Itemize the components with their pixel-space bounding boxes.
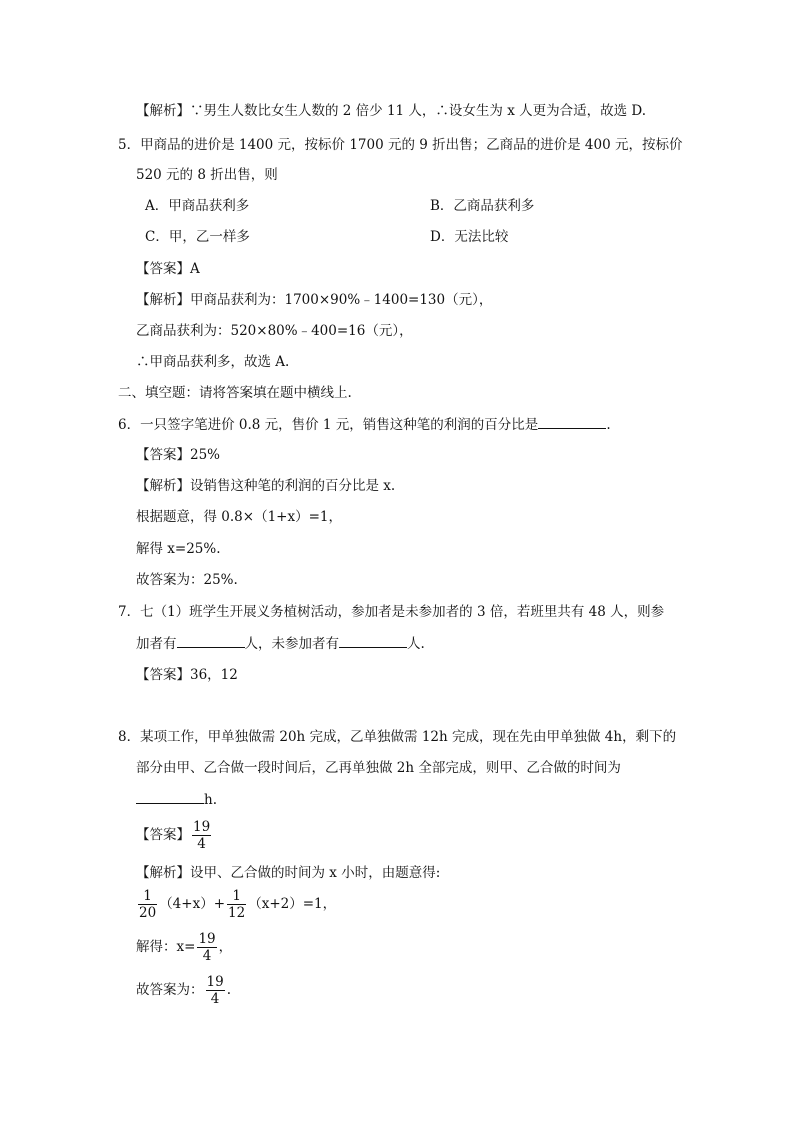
q6-answer: 【答案】25% [136, 447, 221, 463]
q8-solve-line [136, 930, 232, 964]
q7-answer: 【答案】36，12 [136, 667, 238, 683]
final-end: . [226, 982, 231, 998]
equation-end: （x+2）=1， [248, 896, 337, 912]
q4-analysis: 【解析】∵男生人数比女生人数的 2 倍少 11 人，∴设女生为 x 人更为合适，故选 D. [136, 103, 647, 119]
fraction-denominator: 4 [197, 836, 206, 852]
q8-stem-end: h. [204, 792, 217, 808]
q5-stem-line1: 5．甲商品的进价是 1400 元，按标价 1700 元的 9 折出售；乙商品的进价是 400 元，按标价 [118, 137, 683, 153]
q5-analysis-line1: 【解析】甲商品获利为：1700×90%﹣1400=130（元）， [136, 292, 493, 308]
final-fraction [206, 974, 225, 1007]
q5-analysis-line3: ∴甲商品获利多，故选 A. [136, 354, 290, 370]
solve-fraction [197, 931, 216, 964]
q6-stem-text: 6．一只签字笔进价 0.8 元，售价 1 元，销售这种笔的利润的百分比是 [118, 417, 539, 433]
q6-stem-end: . [606, 417, 611, 433]
fraction-numerator: 1 [143, 888, 152, 904]
q6-analysis-line4: 故答案为：25%. [136, 572, 238, 588]
q8-answer-fraction [192, 819, 211, 852]
final-label: 故答案为： [136, 982, 204, 998]
q8-answer [136, 818, 213, 852]
q7-blank-participants [177, 634, 245, 648]
q7-stem-text-a: 加者有 [136, 636, 177, 652]
q7-blank-nonparticipants [339, 634, 407, 648]
q5-stem-line2: 520 元的 8 折出售，则 [136, 167, 278, 183]
q8-answer-blank [136, 790, 204, 804]
fraction-denominator: 20 [139, 905, 157, 921]
q6-answer-blank [538, 415, 606, 429]
q7-stem-text-c: 人. [407, 636, 425, 652]
q8-stem-line1: 8．某项工作，甲单独做需 20h 完成，乙单独做需 12h 完成，现在先由甲单独做 4h，剩下的 [118, 729, 677, 745]
solve-label: 解得：x= [136, 939, 196, 955]
fraction-numerator: 19 [193, 819, 211, 835]
q6-analysis-line1: 【解析】设销售这种笔的利润的百分比是 x. [136, 478, 396, 494]
fraction-denominator: 4 [210, 991, 220, 1007]
q5-option-d: D．无法比较 [430, 229, 509, 245]
equation-fraction-2 [227, 888, 246, 921]
fraction-numerator: 19 [206, 974, 224, 990]
q8-analysis-line1: 【解析】设甲、乙合做的时间为 x 小时，由题意得: [136, 865, 441, 881]
q5-option-b: B．乙商品获利多 [430, 198, 535, 214]
section-heading: 二、填空题：请将答案填在题中横线上. [118, 385, 352, 401]
fraction-numerator: 1 [232, 888, 241, 904]
q6-analysis-line3: 解得 x=25%. [136, 541, 221, 557]
q7-stem-line2 [136, 634, 425, 653]
fraction-denominator: 12 [228, 905, 246, 921]
q7-stem-text-b: 人，未参加者有 [244, 636, 339, 652]
q8-final-line [136, 973, 231, 1007]
q6-stem [118, 415, 611, 434]
q8-stem-line2: 部分由甲、乙合做一段时间后，乙再单独做 2h 全部完成，则甲、乙合做的时间为 [136, 760, 621, 776]
equation-middle: （4+x）+ [159, 896, 226, 912]
q7-stem-line1: 7．七（1）班学生开展义务植树活动，参加者是未参加者的 3 倍，若班里共有 48 人，则参 [118, 604, 665, 620]
q8-equation [136, 887, 336, 921]
equation-fraction-1 [138, 888, 157, 921]
q8-answer-label: 【答案】 [136, 827, 190, 843]
q5-answer: 【答案】A [136, 261, 200, 277]
q5-option-a: A．甲商品获利多 [145, 198, 250, 214]
q6-analysis-line2: 根据题意，得 0.8×（1+x）=1， [136, 509, 342, 525]
solve-end: ， [218, 939, 233, 955]
fraction-denominator: 4 [202, 948, 212, 964]
fraction-numerator: 19 [198, 931, 216, 947]
q5-option-c: C．甲，乙一样多 [145, 229, 250, 245]
q8-stem-line3 [136, 790, 217, 809]
q5-analysis-line2: 乙商品获利为：520×80%﹣400=16（元）， [136, 323, 413, 339]
